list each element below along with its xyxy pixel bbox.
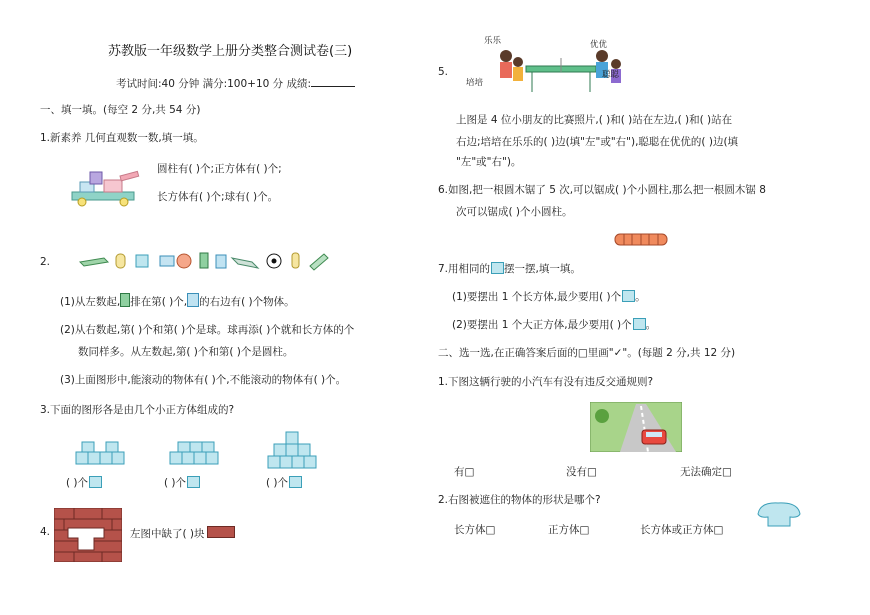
name-label-youyou: 优优 — [590, 40, 608, 50]
q2-s3: (3)上面图形中,能滚动的物体有( )个,不能滚动的物体有( )个。 — [60, 374, 347, 386]
blue-cube-icon — [187, 293, 199, 307]
stack1-cube — [106, 442, 118, 452]
q7-s1-period: 。 — [635, 291, 646, 303]
train-wheel — [120, 198, 128, 206]
stack1-cube — [100, 452, 112, 464]
q9-option-either[interactable]: 长方体或正方体□ — [640, 524, 724, 536]
name-label-congcong: 聪聪 — [602, 70, 620, 80]
stack3-cube — [274, 444, 286, 456]
q5-line1: 上图是 4 位小朋友的比赛照片,( )和( )站在左边,( )和( )站在 — [456, 114, 733, 126]
q8-option-unsure[interactable]: 无法确定□ — [680, 466, 732, 478]
stack2-cube — [170, 452, 182, 464]
page-title: 苏教版一年级数学上册分类整合测试卷(三) — [108, 44, 353, 59]
flat-cuboid-1 — [80, 258, 108, 266]
stack3-cube — [268, 456, 280, 468]
q7-s1 — [452, 290, 646, 304]
train-cube-top — [90, 172, 102, 184]
cube-stack-3 — [266, 428, 330, 472]
q2-number: 2. — [40, 256, 51, 268]
flat-cuboid-2 — [232, 258, 258, 268]
brick-wall-illustration — [54, 508, 122, 562]
small-cube-icon — [622, 290, 635, 302]
stack3-cube — [286, 432, 298, 444]
road-car-illustration — [590, 402, 682, 452]
stack2-cube — [182, 452, 194, 464]
q2-s1-b: 排在第( )个, — [130, 296, 188, 308]
q3-label-3: ( )个 — [266, 477, 289, 489]
q5-line2: 右边;培培在乐乐的( )边(填"左"或"右"),聪聪在优优的( )边(填 — [456, 136, 739, 148]
q4-line — [130, 526, 235, 541]
q7-text-a: 7.用相同的 — [438, 263, 491, 275]
stack1-cube — [82, 442, 94, 452]
q9-option-cube[interactable]: 正方体□ — [548, 524, 590, 536]
q3-answer-1 — [66, 476, 102, 490]
cuboid-1 — [160, 256, 174, 266]
train-cuboid — [104, 180, 122, 192]
ball-1 — [177, 254, 191, 268]
q7-s2-text: (2)要摆出 1 个大正方体,最少要用( )个 — [452, 319, 632, 331]
small-cube-icon — [289, 476, 302, 488]
stack3-cube — [298, 444, 310, 456]
small-cube-icon — [187, 476, 200, 488]
cube-stack-2 — [168, 436, 230, 470]
stack3-cube — [280, 456, 292, 468]
exam-info — [116, 76, 355, 91]
small-cube-icon — [491, 262, 504, 274]
brick-icon — [207, 526, 235, 538]
q7-s1-text: (1)要摆出 1 个长方体,最少要用( )个 — [452, 291, 622, 303]
cylinder-2 — [292, 253, 299, 268]
q3-answer-2 — [164, 476, 200, 490]
q9-option-cuboid[interactable]: 长方体□ — [454, 524, 496, 536]
q6-line2: 次可以锯成( )个小圆柱。 — [456, 206, 573, 218]
soccer-ball-patch — [272, 259, 277, 264]
q5-number: 5. — [438, 66, 449, 78]
q3-label-1: ( )个 — [66, 477, 89, 489]
exam-info-text: 考试时间:40 分钟 满分:100+10 分 成绩: — [116, 78, 312, 90]
q1-text: 1.新素养 几何直观数一数,填一填。 — [40, 132, 204, 144]
q3-label-2: ( )个 — [164, 477, 187, 489]
stack1-cube — [88, 452, 100, 464]
q7-text — [438, 262, 581, 276]
block-train-illustration — [66, 168, 140, 208]
stack1-cube — [76, 452, 88, 464]
cube-1 — [136, 255, 148, 267]
train-wheel — [78, 198, 86, 206]
stack3-cube — [286, 444, 298, 456]
cube-2 — [216, 255, 226, 268]
stack2-cube — [178, 442, 190, 452]
q3-answer-3 — [266, 476, 302, 490]
q7-s2-period: 。 — [645, 319, 657, 331]
q2-s1-c: 的右边有( )个物体。 — [199, 296, 295, 308]
ping-pong-illustration — [484, 38, 634, 98]
q4-number: 4. — [40, 526, 51, 538]
q1-line2: 长方体有( )个;球有( )个。 — [157, 191, 279, 203]
cloth-cover — [758, 503, 800, 526]
tall-cuboid — [200, 253, 208, 268]
q2-s1-a: (1)从左数起, — [60, 296, 121, 308]
child-figure — [513, 57, 523, 81]
q7-s2 — [452, 318, 656, 332]
q3-text: 3.下面的图形各是由几个小正方体组成的? — [40, 404, 235, 416]
name-label-peipei: 培培 — [466, 78, 484, 88]
child-figure — [500, 50, 512, 78]
q6-line1: 6.如图,把一根圆木锯了 5 次,可以锯成( )个小圆柱,那么把一根圆木锯 8 — [438, 184, 766, 196]
green-cuboid-icon — [120, 293, 130, 307]
cylinder-1 — [116, 254, 125, 268]
small-cube-icon — [633, 318, 646, 330]
stack3-cube — [292, 456, 304, 468]
score-blank — [311, 76, 355, 87]
cube-stack-1 — [74, 438, 132, 470]
covered-object-illustration — [754, 500, 804, 530]
section-1-heading: 一、填一填。(每空 2 分,共 54 分) — [40, 104, 201, 116]
stack3-cube — [304, 456, 316, 468]
q2-object-row — [78, 250, 334, 272]
q4-text: 左图中缺了( )块 — [130, 528, 205, 540]
tree — [595, 409, 609, 423]
q7-text-b: 摆一摆,填一填。 — [504, 263, 581, 275]
section-2-heading: 二、选一选,在正确答案后面的□里画"✓"。(每题 2 分,共 12 分) — [438, 347, 736, 359]
q2-s2b: 数同样多。从左数起,第( )个和第( )个是圆柱。 — [78, 346, 294, 358]
q5-line3: "左"或"右")。 — [456, 156, 522, 168]
tilted-cuboid — [310, 254, 328, 270]
sawn-log-illustration — [614, 233, 670, 247]
stack2-cube — [194, 452, 206, 464]
stack1-cube — [112, 452, 124, 464]
train-chimney — [120, 171, 139, 180]
q9-text: 2.右图被遮住的物体的形状是哪个? — [438, 494, 601, 506]
q8-option-yes[interactable]: 有□ — [454, 466, 475, 478]
car-window — [646, 432, 662, 437]
small-cube-icon — [89, 476, 102, 488]
name-label-leile: 乐乐 — [484, 36, 502, 46]
q2-s1 — [60, 293, 295, 309]
stack2-cube — [206, 452, 218, 464]
q8-option-no[interactable]: 没有□ — [566, 466, 597, 478]
q8-text: 1.下图这辆行驶的小汽车有没有违反交通规则? — [438, 376, 654, 388]
q1-line1: 圆柱有( )个;正方体有( )个; — [157, 163, 282, 175]
q2-s2a: (2)从右数起,第( )个和第( )个是球。球再添( )个就和长方体的个 — [60, 324, 355, 336]
stack2-cube — [190, 442, 202, 452]
stack2-cube — [202, 442, 214, 452]
